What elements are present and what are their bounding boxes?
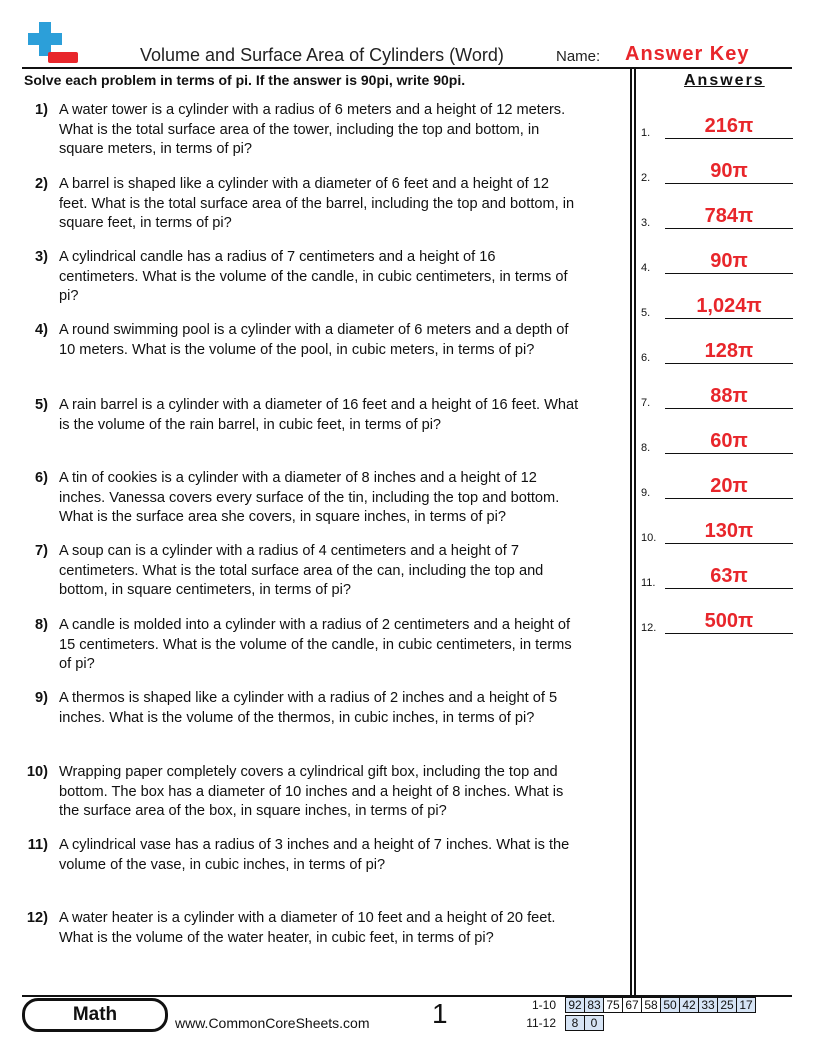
problem-text-line: A tin of cookies is a cylinder with a diameter of 8 inches and a height of 12 — [59, 470, 537, 486]
problem-text-line: A thermos is shaped like a cylinder with a radius of 2 inches and a height of 5 — [59, 690, 558, 706]
score-row-label-1-10: 1-10 — [531, 998, 556, 1012]
answer-value: 20π — [710, 475, 748, 497]
answer-line — [665, 363, 793, 364]
problem-text — [59, 396, 630, 435]
answer-value: 1,024π — [696, 295, 762, 317]
problem-text — [59, 542, 630, 601]
website-link[interactable]: www.CommonCoreSheets.com — [175, 1015, 370, 1031]
problem-text — [59, 175, 630, 234]
answer-number: 3. — [641, 217, 651, 229]
answers-heading: Answers — [684, 72, 765, 89]
problem-text-line: A cylindrical vase has a radius of 3 inches and a height of 7 inches. What is the — [59, 837, 570, 853]
answer-row — [641, 516, 793, 544]
score-cell: 0 — [585, 1016, 604, 1031]
problem-number: 8) — [35, 617, 48, 633]
problem-text — [59, 836, 630, 875]
score-cell: 58 — [642, 998, 661, 1013]
problem-text-line: inches. What is the volume of the thermos, in cubic inches, in terms of pi? — [59, 709, 535, 726]
answer-number: 6. — [641, 352, 651, 364]
score-cell: 8 — [566, 1016, 585, 1031]
answer-row — [641, 381, 793, 409]
problem-item — [22, 836, 630, 875]
score-cell: 67 — [623, 998, 642, 1013]
answer-value: 60π — [710, 430, 748, 452]
problem-text-line: feet. What is the total surface area of the barrel, including the top and bottom, in — [59, 195, 575, 212]
answer-line — [665, 408, 793, 409]
answer-line — [665, 453, 793, 454]
problem-text-line: A barrel is shaped like a cylinder with a diameter of 6 feet and a height of 12 — [59, 176, 549, 192]
answer-value: 130π — [704, 520, 754, 542]
problem-number: 10) — [26, 764, 48, 780]
answer-row — [641, 336, 793, 364]
header-divider — [22, 67, 792, 69]
problem-text-line: square feet, in terms of pi? — [59, 215, 232, 231]
answer-row — [641, 471, 793, 499]
answer-row — [641, 111, 793, 139]
answer-number: 2. — [641, 172, 651, 184]
answer-line — [665, 633, 793, 634]
problem-text — [59, 469, 630, 528]
problem-text-line: of pi? — [59, 656, 95, 672]
score-cell: 83 — [585, 998, 604, 1013]
problem-text — [59, 248, 630, 307]
score-table-11-12 — [565, 1015, 604, 1031]
problem-text-line: square meters, in terms of pi? — [59, 141, 253, 157]
problem-text-line: centimeters. What is the volume of the candle, in cubic centimeters, in terms of — [59, 268, 568, 285]
problem-text-line: the surface area of the box, in square inches, in terms of pi? — [59, 803, 447, 819]
problem-text-line: A cylindrical candle has a radius of 7 centimeters and a height of 16 — [59, 249, 496, 265]
score-row-label-11-12: 11-12 — [526, 1016, 556, 1030]
problem-number: 1) — [35, 102, 48, 118]
answer-number: 12. — [641, 622, 657, 634]
problem-item — [22, 689, 630, 728]
answer-number: 8. — [641, 442, 651, 454]
problem-item — [22, 469, 630, 528]
column-divider-right — [634, 69, 636, 995]
answer-line — [665, 273, 793, 274]
problem-text-line: inches. Vanessa covers every surface of the tin, including the top and bottom. — [59, 489, 560, 506]
name-label: Name: — [556, 48, 601, 65]
answer-value: 88π — [710, 385, 748, 407]
problem-number: 7) — [35, 543, 48, 559]
problem-number: 6) — [35, 470, 48, 486]
problem-text — [59, 909, 630, 948]
problem-item — [22, 248, 630, 307]
problem-text — [59, 763, 630, 822]
worksheet-title: Volume and Surface Area of Cylinders (Word) — [140, 45, 504, 65]
score-cell: 25 — [718, 998, 737, 1013]
problem-text-line: bottom, in square centimeters, in terms of pi? — [59, 582, 352, 598]
problem-text-line: What is the volume of the water heater, in cubic feet, in terms of pi? — [59, 929, 494, 946]
answer-row — [641, 561, 793, 589]
score-cell: 42 — [680, 998, 699, 1013]
problem-text-line: A water tower is a cylinder with a radius of 6 meters and a height of 12 meters. — [59, 102, 566, 118]
score-cell: 17 — [737, 998, 756, 1013]
page-number: 1 — [432, 998, 448, 1029]
problem-item — [22, 175, 630, 234]
problem-item — [22, 909, 630, 948]
problem-item — [22, 101, 630, 160]
answer-number: 7. — [641, 397, 651, 409]
problem-text-line: A rain barrel is a cylinder with a diameter of 16 feet and a height of 16 feet. What — [59, 397, 579, 413]
answer-number: 10. — [641, 532, 657, 544]
score-cell: 92 — [566, 998, 585, 1013]
answer-line — [665, 588, 793, 589]
problem-text-line: A round swimming pool is a cylinder with a diameter of 6 meters and a depth of — [59, 322, 569, 338]
problem-text-line: A water heater is a cylinder with a diameter of 10 feet and a height of 20 feet. — [59, 910, 556, 926]
problem-text-line: volume of the vase, in cubic inches, in terms of pi? — [59, 856, 386, 873]
problem-item — [22, 542, 630, 601]
problem-text-line: What is the total surface area of the tower, including the top and bottom, in — [59, 121, 540, 138]
problem-text-line: 15 centimeters. What is the volume of the candle, in cubic centimeters, in terms — [59, 636, 572, 653]
subject-badge: Math — [22, 998, 168, 1032]
problem-item — [22, 396, 630, 435]
score-cell: 50 — [661, 998, 680, 1013]
problem-text — [59, 101, 630, 160]
problem-text-line: centimeters. What is the total surface area of the can, including the top and — [59, 562, 544, 579]
problem-text-line: is the volume of the rain barrel, in cubic feet, in terms of pi? — [59, 416, 442, 433]
answer-line — [665, 138, 793, 139]
answer-line — [665, 183, 793, 184]
answer-row — [641, 156, 793, 184]
answer-number: 1. — [641, 127, 651, 139]
problem-number: 2) — [35, 176, 48, 192]
answer-key-label: Answer Key — [625, 43, 750, 65]
problem-number: 3) — [35, 249, 48, 265]
problem-text — [59, 321, 630, 360]
problem-number: 12) — [26, 910, 48, 926]
problem-item — [22, 763, 630, 822]
problem-text-line: Wrapping paper completely covers a cylindrical gift box, including the top and — [59, 764, 558, 780]
problem-item — [22, 616, 630, 675]
answer-value: 216π — [704, 115, 754, 137]
answer-value: 500π — [704, 610, 754, 632]
problem-text-line: What is the surface area she covers, in square inches, in terms of pi? — [59, 509, 506, 525]
column-divider-left — [630, 69, 632, 995]
answer-value: 90π — [710, 160, 748, 182]
score-cell: 33 — [699, 998, 718, 1013]
score-cell: 75 — [604, 998, 623, 1013]
answer-value: 128π — [704, 340, 754, 362]
problem-text-line: 10 meters. What is the volume of the pool, in cubic meters, in terms of pi? — [59, 341, 535, 358]
answer-value: 90π — [710, 250, 748, 272]
plus-minus-logo-icon — [22, 22, 80, 70]
problem-text — [59, 689, 630, 728]
answer-row — [641, 426, 793, 454]
answer-line — [665, 543, 793, 544]
problem-text-line: bottom. The box has a diameter of 10 inches and a height of 8 inches. What is — [59, 783, 564, 800]
problem-number: 9) — [35, 690, 48, 706]
answer-row — [641, 606, 793, 634]
score-table-1-10 — [565, 997, 756, 1013]
problem-text-line: A soup can is a cylinder with a radius of 4 centimeters and a height of 7 — [59, 543, 519, 559]
answer-number: 9. — [641, 487, 651, 499]
problem-item — [22, 321, 630, 360]
answer-value: 63π — [710, 565, 748, 587]
problem-text-line: A candle is molded into a cylinder with a radius of 2 centimeters and a height of — [59, 617, 571, 633]
answer-row — [641, 291, 793, 319]
answer-line — [665, 498, 793, 499]
problem-number: 5) — [35, 397, 48, 413]
problem-text — [59, 616, 630, 675]
instructions: Solve each problem in terms of pi. If the answer is 90pi, write 90pi. — [24, 72, 466, 88]
problem-number: 4) — [35, 322, 48, 338]
answer-value: 784π — [704, 205, 754, 227]
answer-line — [665, 318, 793, 319]
answer-row — [641, 246, 793, 274]
answer-row — [641, 201, 793, 229]
problem-text-line: pi? — [59, 288, 79, 304]
answer-number: 4. — [641, 262, 651, 274]
answer-line — [665, 228, 793, 229]
answer-number: 5. — [641, 307, 651, 319]
answer-number: 11. — [641, 577, 656, 589]
problem-number: 11) — [27, 837, 48, 853]
